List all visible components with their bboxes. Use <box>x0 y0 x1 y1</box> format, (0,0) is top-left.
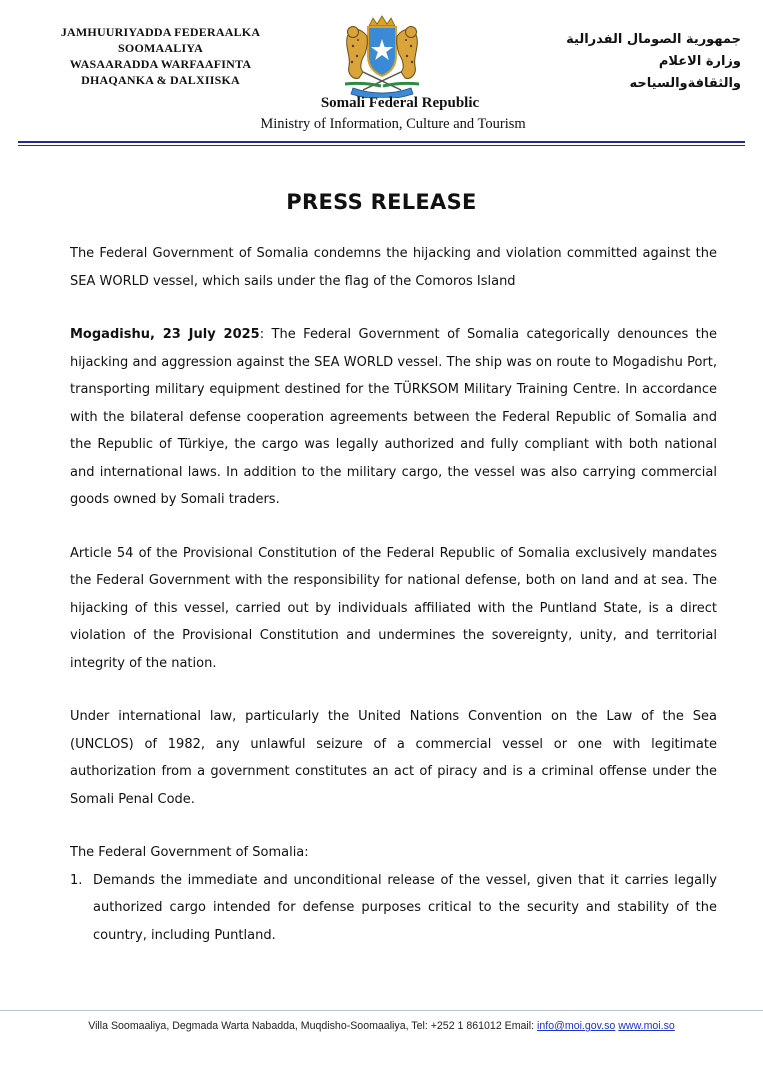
page-title: PRESS RELEASE <box>286 190 477 214</box>
letterhead-somali-line-3: WASAARADDA WARFAAFINTA <box>69 57 252 71</box>
footer-website-link[interactable]: www.moi.so <box>618 1020 675 1032</box>
letterhead-arabic-text <box>501 29 741 95</box>
letterhead-somali-text <box>28 24 293 88</box>
document-body <box>70 240 717 949</box>
letterhead-arabic-line-3: والثقافةوالسياحه <box>629 76 741 91</box>
list-item-text: Demands the immediate and unconditional release of the vessel, given that it carries legally authorized cargo intended for defense purposes critical to the security and stability of the country, including Puntland. <box>93 872 717 943</box>
ministry-name: Ministry of Information, Culture and Tourism <box>260 116 526 132</box>
paragraph-3: Under international law, particularly the United Nations Convention on the Law of the Sea (UNCLOS) of 1982, any unlawful seizure of a commercial vessel or one with legitimate authorization from a government constitutes an act of piracy and is a criminal offense under the Somali Penal Code. <box>70 709 717 807</box>
footer <box>0 1020 763 1032</box>
paragraph-dateline <box>70 321 717 514</box>
paragraph-1-text: : The Federal Government of Somalia categorically denounces the hijacking and aggression against the SEA WORLD vessel. The ship was on route to Mogadishu Port, transporting military equipment destined for the TÜRKSOM Military Training Centre. In accordance with the bilateral defense cooperation agreements between the Federal Republic of Somalia and the Republic of Türkiye, the cargo was legally authorized and fully compliant with both national and international laws. In addition to the military cargo, the vessel was also carrying commercial goods owned by Somali traders. <box>70 327 717 507</box>
letterhead-somali-line-2: SOOMAALIYA <box>118 41 203 55</box>
header-divider <box>18 141 745 143</box>
subtitle-paragraph: The Federal Government of Somalia condemns the hijacking and violation committed against the SEA WORLD vessel, which sails under the flag of the Comoros Island <box>70 246 717 289</box>
footer-divider <box>0 1010 763 1011</box>
letterhead-arabic-line-2: وزارة الاعلام <box>658 54 741 69</box>
footer-address: Villa Soomaaliya, Degmada Warta Nabadda, Muqdisho-Soomaaliya, Tel: +252 1 861012 Email: <box>88 1020 538 1032</box>
header-divider-thin <box>18 145 745 146</box>
dateline: Mogadishu, 23 July 2025 <box>70 327 260 342</box>
list-intro: The Federal Government of Somalia: <box>70 845 309 860</box>
footer-email-link[interactable]: info@moi.gov.so <box>537 1020 616 1032</box>
paragraph-2: Article 54 of the Provisional Constitution of the Federal Republic of Somalia exclusively mandates the Federal Government with the responsibility for national defense, both on land and at sea. The hijacking of this vessel, carried out by individuals affiliated with the Puntland State, is a direct violation of the Provisional Constitution and undermines the sovereignty, unity, and territorial integrity of the nation. <box>70 545 717 671</box>
list-item-number: 1. <box>70 872 83 888</box>
letterhead-somali-line-4: DHAQANKA & DALXIISKA <box>81 73 240 87</box>
coat-of-arms-icon <box>323 12 441 98</box>
organization-name: Somali Federal Republic <box>320 95 480 111</box>
letterhead-somali-line-1: JAMHUURIYADDA FEDERAALKA <box>60 25 261 39</box>
letterhead-arabic-line-1: جمهورية الصومال الفدرالية <box>566 32 741 47</box>
list-item <box>70 867 717 950</box>
